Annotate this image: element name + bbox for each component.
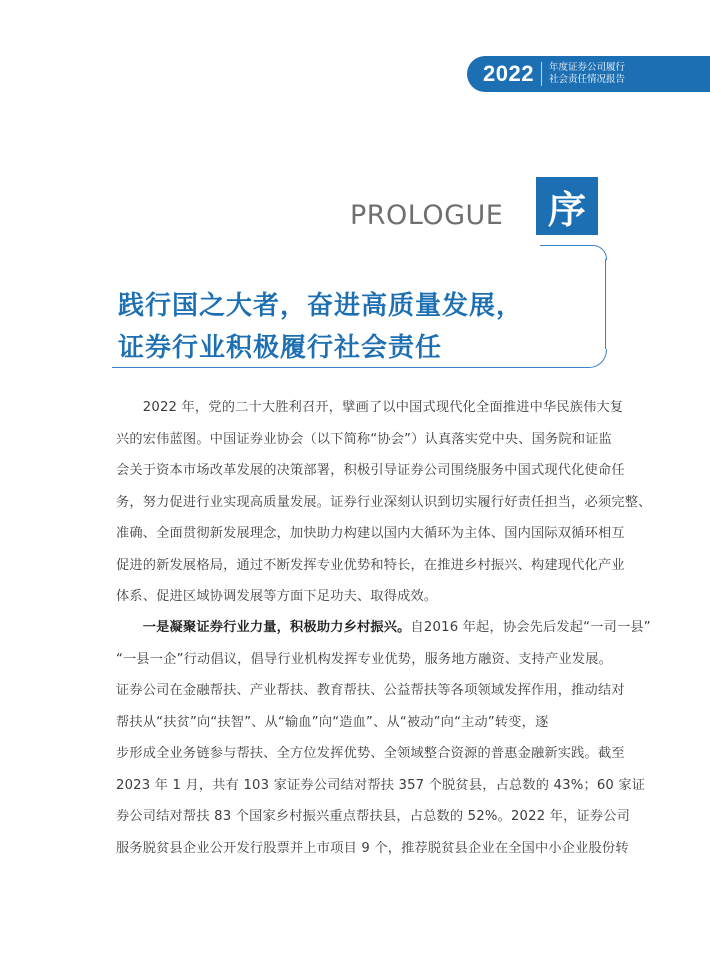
paragraph-1-line: 务，努力促进行业实现高质量发展。证券行业深刻认识到切实履行好责任担当，必须完整、 (116, 495, 652, 510)
report-subtitle (549, 62, 625, 86)
paragraph-2-line: 券公司结对帮扶 83 个国家乡村振兴重点帮扶县，占总数的 52%。2022 年，证券公司 (116, 809, 631, 824)
paragraph-2-first-line (116, 616, 651, 635)
paragraph-2-line: 步形成全业务链参与帮扶、全方位发挥优势、全领域整合资源的普惠金融新实践。截至 (116, 746, 625, 761)
paragraph-1-line: 会关于资本市场改革发展的决策部署，积极引导证券公司围绕服务中国式现代化使命任 (116, 463, 625, 478)
prologue-char-box (536, 177, 598, 235)
prologue-label: PROLOGUE (350, 200, 504, 231)
paragraph-2-line: “一县一企”行动倡议，倡导行业机构发挥专业优势，服务地方融资、支持产业发展。 (116, 652, 613, 667)
report-subtitle-line-1: 年度证券公司履行 (548, 62, 625, 73)
paragraph-2-line: 2023 年 1 月，共有 103 家证券公司结对帮扶 357 个脱贫县，占总数的 43%；60 家证 (116, 778, 646, 793)
paragraph-2-lead: 一是凝聚证券行业力量，积极助力乡村振兴。 (142, 620, 411, 635)
paragraph-2-first-rest: 自2016 年起，协会先后发起“一司一县” (410, 620, 651, 635)
section-title-line-1: 践行国之大者，奋进高质量发展， (118, 291, 524, 321)
paragraph-1-line: 兴的宏伟蓝图。中国证券业协会（以下简称“协会”）认真落实党中央、国务院和证监 (116, 432, 613, 447)
report-year: 2022 (483, 61, 534, 86)
paragraph-1-line: 体系、促进区域协调发展等方面下足功夫、取得成效。 (116, 589, 438, 604)
paragraph-2-line: 服务脱贫县企业公开发行股票并上市项目 9 个，推荐脱贫县企业在全国中小企业股份转 (116, 841, 629, 856)
title-frame-right (605, 259, 606, 349)
paragraph-1-line: 促进的新发展格局，通过不断发挥专业优势和特长，在推进乡村振兴、构建现代化产业 (116, 558, 625, 573)
paragraph-2-line: 帮扶从“扶贫”向“扶智”、从“输血”向“造血”、从“被动”向“主动”转变，逐 (116, 715, 549, 730)
prologue-char: 序 (547, 187, 586, 232)
title-frame-top (540, 245, 607, 260)
report-subtitle-line-2: 社会责任情况报告 (548, 74, 625, 85)
paragraph-1-line: 准确、全面贯彻新发展理念，加快助力构建以国内大循环为主体、国内国际双循环相互 (116, 526, 625, 541)
section-title-line-2: 证券行业积极履行社会责任 (118, 333, 443, 363)
badge-divider (541, 62, 542, 86)
paragraph-2-line: 证券公司在金融帮扶、产业帮扶、教育帮扶、公益帮扶等各项领域发挥作用，推动结对 (116, 683, 625, 698)
paragraph-1-line: 2022 年，党的二十大胜利召开，擘画了以中国式现代化全面推进中华民族伟大复 (116, 400, 624, 415)
report-badge (467, 56, 710, 92)
